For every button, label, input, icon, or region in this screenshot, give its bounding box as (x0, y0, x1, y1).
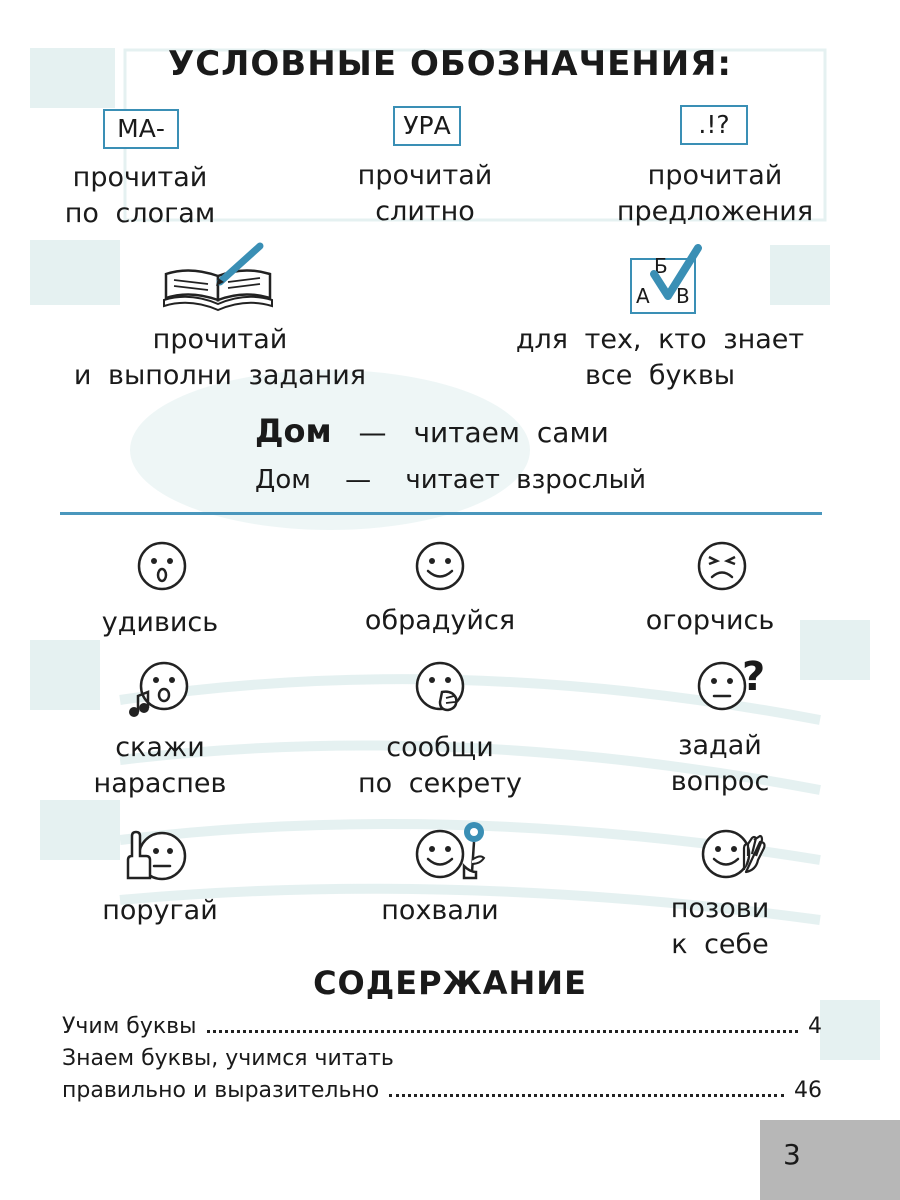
emotion-label-whisper-line1: сообщи (386, 732, 494, 763)
section-divider (60, 512, 822, 515)
sentences-label-line1: прочитай (647, 160, 783, 191)
toc-entry-2-title-line1: Знаем буквы, учимся читать (62, 1046, 394, 1071)
fluent-label-line1: прочитай (357, 160, 493, 191)
emotion-label-call-line2: к себе (671, 929, 769, 960)
abv-letter-b: Б (654, 254, 668, 278)
emotion-label-praise: похвали (381, 895, 499, 926)
dom-adult-reading-line (255, 465, 646, 495)
emotion-label-happy: обрадуйся (364, 605, 516, 636)
abv-label-line1: для тех, кто знает (515, 324, 805, 355)
abv-symbol-box (630, 254, 696, 314)
checkmark-icon (646, 244, 702, 304)
emotion-label-question-line2: вопрос (670, 766, 770, 797)
page-number-tab (760, 1120, 900, 1200)
emotion-label-question-line1: задай (678, 730, 762, 761)
emotion-label-scold: поругай (102, 895, 218, 926)
toc-entry-1-page: 4 (808, 1014, 822, 1039)
syllable-label-line2: по слогам (64, 198, 216, 229)
abv-letter-v: В (676, 284, 690, 308)
call-face-icon (700, 826, 770, 882)
syllable-label-line1: прочитай (72, 162, 208, 193)
emotion-label-call-line1: позови (670, 893, 770, 924)
fluent-label-line2: слитно (375, 196, 475, 227)
toc-entry-1[interactable] (62, 1012, 822, 1042)
sentences-symbol-box: .!? (680, 105, 748, 145)
syllable-symbol-box: МА- (103, 109, 179, 149)
abv-label-line2: все буквы (584, 360, 736, 391)
toc-dot-leader (207, 1029, 798, 1033)
dom-regular-text: читает взрослый (405, 465, 647, 495)
toc-entry-1-title: Учим буквы (62, 1014, 197, 1039)
toc-entry-2-title-line2: правильно и выразительно (62, 1078, 380, 1103)
singing-face-icon (126, 660, 196, 720)
smiling-face-icon (414, 540, 466, 592)
dom-bold-dash: — (358, 416, 387, 449)
whisper-face-icon (412, 660, 472, 720)
flower-icon (464, 822, 484, 878)
emotion-label-sing-line1: скажи (115, 732, 205, 763)
question-mark-glyph: ? (742, 654, 766, 700)
fluent-symbol-box: УРА (393, 106, 461, 146)
surprised-face-icon (136, 540, 188, 592)
toc-dot-leader (389, 1093, 784, 1097)
dom-bold-text: читаем сами (413, 416, 609, 449)
sentences-label-line2: предложения (616, 196, 814, 227)
emotion-label-whisper-line2: по секрету (358, 768, 522, 799)
legend-heading: УСЛОВНЫЕ ОБОЗНАЧЕНИЯ: (167, 44, 732, 84)
praise-face-icon (414, 820, 494, 880)
emotion-label-upset: огорчись (645, 605, 775, 636)
scold-face-icon (120, 826, 190, 886)
emotion-label-surprised: удивись (101, 607, 219, 638)
contents-heading: СОДЕРЖАНИЕ (313, 964, 587, 1002)
dom-regular-word: Дом (255, 465, 311, 495)
dom-self-reading-line (255, 412, 609, 450)
abv-letter-a: А (636, 284, 650, 308)
book-label-line2: и выполни задания (73, 360, 367, 391)
book-label-line1: прочитай (152, 324, 288, 355)
emotion-label-sing-line2: нараспев (93, 768, 227, 799)
open-book-pencil-icon (160, 240, 280, 312)
page-number: 3 (783, 1138, 801, 1171)
dom-bold-word: Дом (255, 412, 332, 450)
toc-entry-2[interactable] (62, 1076, 822, 1106)
dom-regular-dash: — (345, 465, 372, 495)
upset-face-icon (696, 540, 748, 592)
toc-entry-2-page: 46 (794, 1078, 822, 1103)
